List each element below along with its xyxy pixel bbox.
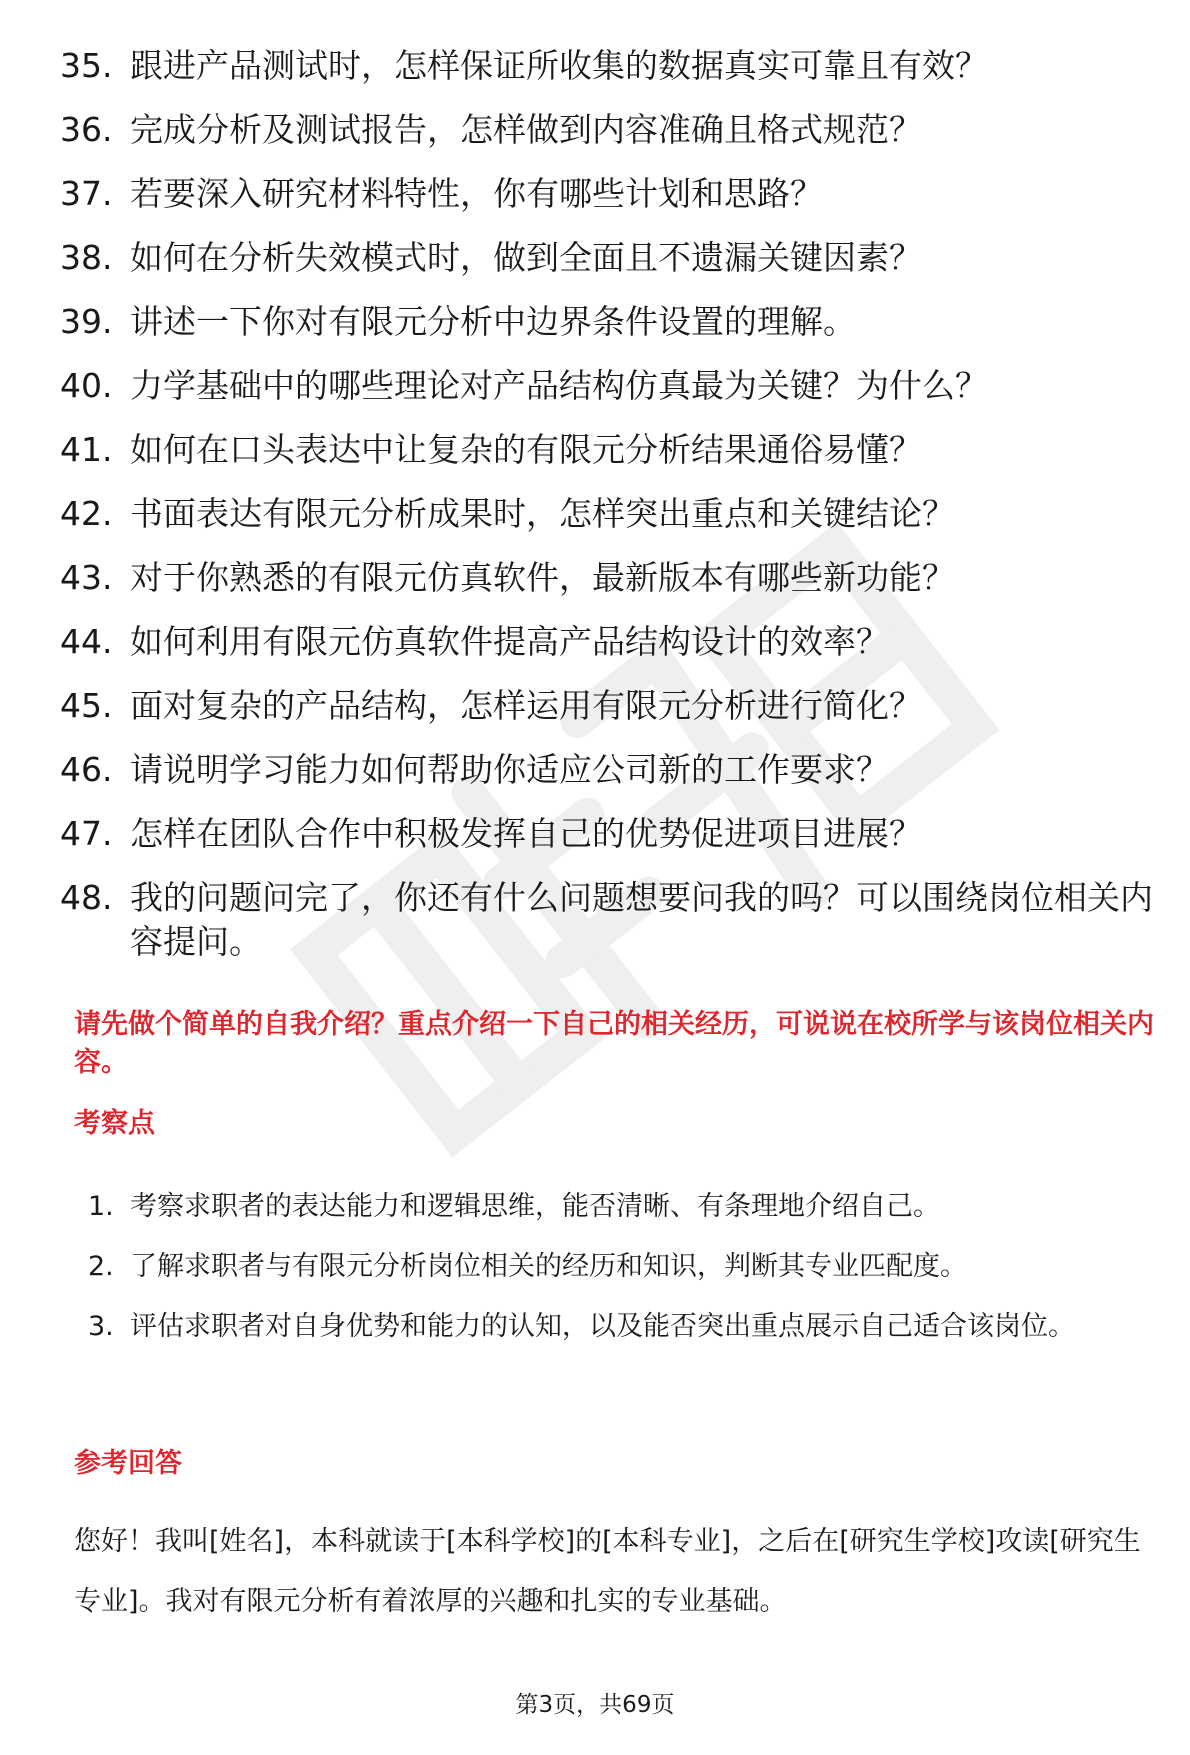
question-text: 怎样在团队合作中积极发挥自己的优势促进项目进展？	[130, 814, 922, 853]
question-text: 如何利用有限元仿真软件提高产品结构设计的效率？	[130, 622, 889, 661]
question-text: 力学基础中的哪些理论对产品结构仿真最为关键？为什么？	[130, 366, 988, 405]
question-text: 面对复杂的产品结构，怎样运用有限元分析进行简化？	[130, 686, 922, 725]
question-item	[60, 300, 1160, 344]
question-number: 40.	[60, 366, 113, 405]
exam-point-number: 2.	[88, 1251, 114, 1282]
question-text: 对于你熟悉的有限元仿真软件，最新版本有哪些新功能？	[130, 558, 955, 597]
question-number: 42.	[60, 494, 113, 533]
question-text: 跟进产品测试时，怎样保证所收集的数据真实可靠且有效？	[130, 46, 988, 85]
page-footer: 第3页，共69页	[515, 1692, 675, 1718]
exam-point-number: 1.	[88, 1191, 114, 1222]
question-number: 38.	[60, 238, 113, 277]
question-item	[60, 44, 1160, 88]
question-item	[60, 556, 1160, 600]
question-number: 36.	[60, 110, 113, 149]
question-item	[60, 748, 1160, 792]
question-text: 书面表达有限元分析成果时，怎样突出重点和关键结论？	[130, 494, 955, 533]
question-item	[60, 172, 1160, 216]
question-number: 37.	[60, 174, 113, 213]
question-text: 如何在分析失效模式时，做到全面且不遗漏关键因素？	[130, 238, 922, 277]
question-text: 请说明学习能力如何帮助你适应公司新的工作要求？	[130, 750, 889, 789]
question-item	[60, 492, 1160, 536]
exam-point-number: 3.	[88, 1311, 114, 1342]
question-number: 48.	[60, 878, 113, 917]
question-item	[60, 876, 1160, 964]
question-list	[60, 44, 1160, 984]
question-text: 完成分析及测试报告，怎样做到内容准确且格式规范？	[130, 110, 922, 149]
question-item	[60, 108, 1160, 152]
question-number: 47.	[60, 814, 113, 853]
exam-point-text: 评估求职者对自身优势和能力的认知，以及能否突出重点展示自己适合该岗位。	[130, 1311, 1075, 1342]
exam-point-item	[88, 1177, 1164, 1237]
exam-point-text: 考察求职者的表达能力和逻辑思维，能否清晰、有条理地介绍自己。	[130, 1191, 940, 1222]
exam-point-item	[88, 1297, 1164, 1357]
exam-points-heading: 考察点	[74, 1108, 155, 1139]
question-item	[60, 684, 1160, 728]
question-item	[60, 428, 1160, 472]
question-number: 44.	[60, 622, 113, 661]
question-text: 我的问题问完了，你还有什么问题想要问我的吗？可以围绕岗位相关内容提问。	[130, 878, 1153, 961]
reference-answer-heading: 参考回答	[74, 1448, 182, 1479]
intro-question-heading: 请先做个简单的自我介绍？重点介绍一下自己的相关经历，可说说在校所学与该岗位相关内容。	[74, 1009, 1154, 1078]
question-number: 43.	[60, 558, 113, 597]
question-number: 39.	[60, 302, 113, 341]
question-number: 41.	[60, 430, 113, 469]
question-text: 若要深入研究材料特性，你有哪些计划和思路？	[130, 174, 823, 213]
question-item	[60, 364, 1160, 408]
question-text: 讲述一下你对有限元分析中边界条件设置的理解。	[130, 302, 856, 341]
question-item	[60, 812, 1160, 856]
question-number: 45.	[60, 686, 113, 725]
question-item	[60, 620, 1160, 664]
reference-answer-text: 您好！我叫[姓名]，本科就读于[本科学校]的[本科专业]，之后在[研究生学校]攻读[研究生专业]。我对有限元分析有着浓厚的兴趣和扎实的专业基础。	[74, 1526, 1141, 1617]
exam-points-list	[88, 1177, 1164, 1357]
exam-point-item	[88, 1237, 1164, 1297]
question-item	[60, 236, 1160, 280]
question-number: 35.	[60, 46, 113, 85]
question-text: 如何在口头表达中让复杂的有限元分析结果通俗易懂？	[130, 430, 922, 469]
exam-point-text: 了解求职者与有限元分析岗位相关的经历和知识，判断其专业匹配度。	[130, 1251, 967, 1282]
question-number: 46.	[60, 750, 113, 789]
